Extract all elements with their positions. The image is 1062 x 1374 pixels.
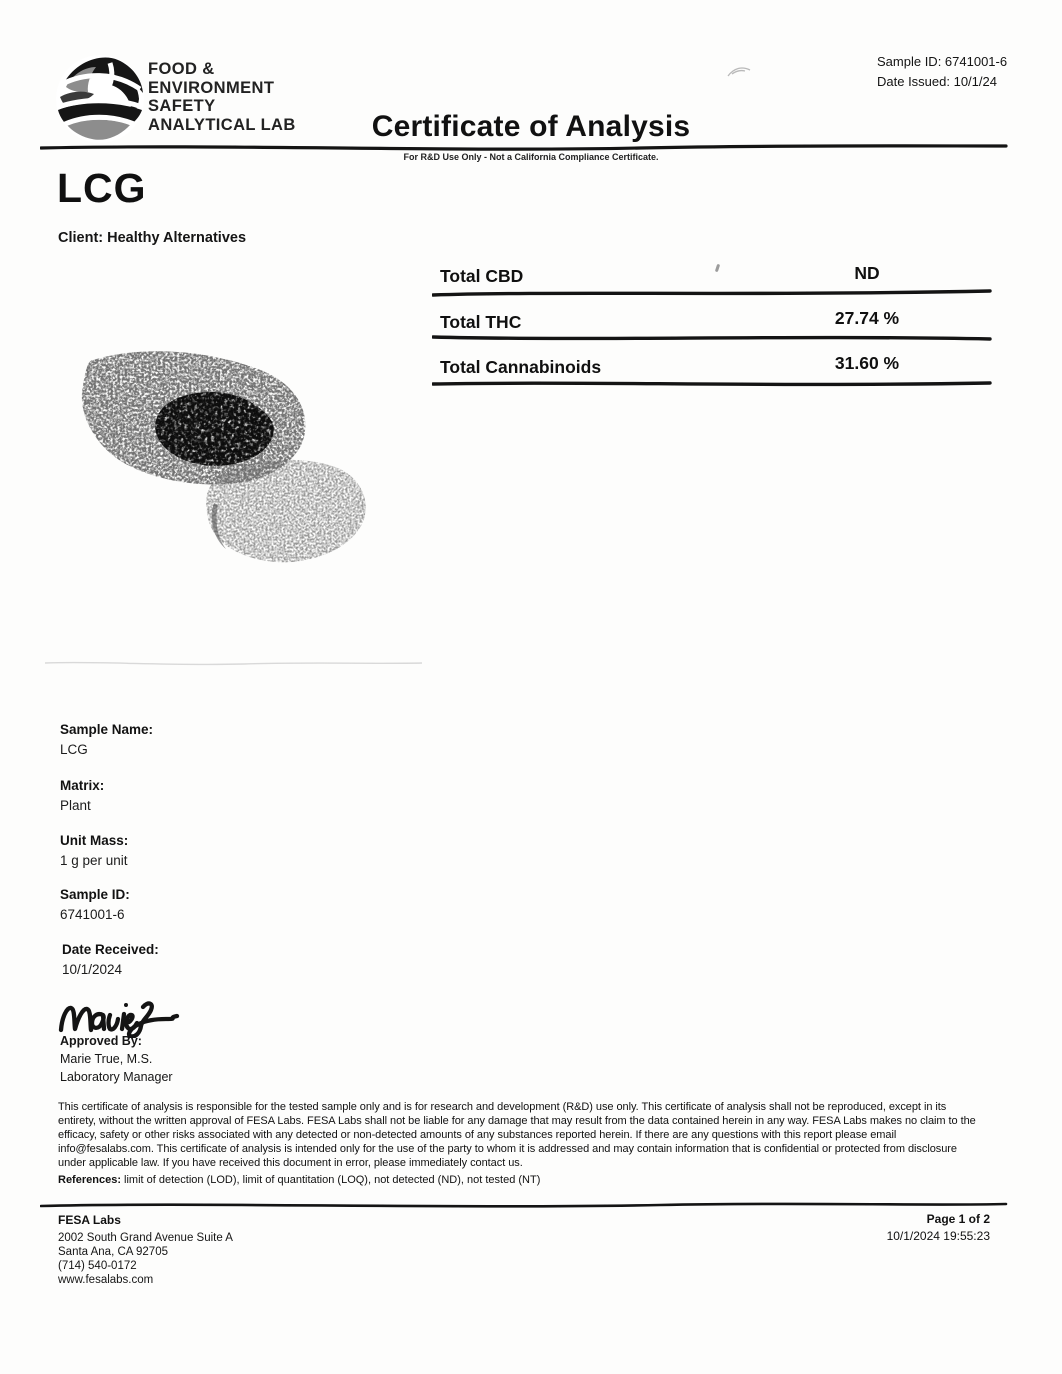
result-row-underline [432,332,992,344]
footer-timestamp: 10/1/2024 19:55:23 [886,1229,990,1243]
detail-label: Unit Mass: [60,833,129,848]
lab-wordmark-line: ENVIRONMENT [148,78,275,97]
lab-wordmark-line: FOOD & [148,60,215,78]
footer-right [790,1211,990,1245]
result-row-label: Total THC [440,312,522,332]
sample-id-header: Sample ID: 6741001-6 [877,54,1008,69]
scan-artifact [715,264,720,273]
document-title: Certificate of Analysis [371,110,691,143]
result-row-label: Total Cannabinoids [440,357,602,377]
footer-website: www.fesalabs.com [58,1274,154,1286]
signature [55,986,180,1038]
result-row-value: 31.60 % [834,353,900,373]
footer-address-line: (714) 540-0172 [58,1260,137,1272]
footer-address [58,1231,233,1287]
detail-group [60,722,153,757]
scan-crease [44,658,424,668]
detail-label: Sample ID: [60,887,130,902]
page-number: Page 1 of 2 [926,1212,990,1226]
lab-wordmark-line: SAFETY [148,97,216,116]
sample-photo [68,343,373,573]
references-text: limit of detection (LOD), limit of quantitation (LOQ), not detected (ND), not tested (NT) [120,1174,541,1186]
detail-group [60,778,104,813]
scan-artifact [726,62,752,80]
detail-value: Plant [60,798,91,813]
result-row-value: 27.74 % [834,308,900,328]
detail-group [60,887,130,922]
detail-value: LCG [60,742,88,757]
detail-value: 6741001-6 [60,907,125,922]
approved-by-label: Approved By: [60,1034,142,1048]
disclaimer-text: This certificate of analysis is responsible for the tested sample only and is for research and development (R&D) use only. This certificate of analysis shall not be reproduced, except in its entirety, without the written approval of FESA Labs. FESA Labs shall not be liable for any damage that may result from the data contained herein in any way. FESA Labs makes no claim to the efficacy, safety or other risks associated with any detected or non-detected amounts of any substances reported herein. If there are any questions with this report please email info@fesalabs.com. This certificate of analysis is intended only for the use of the party to whom it is addressed and may contain information that is confidential or protected from disclosure under applicable law. If you have received this document in error, please immediately contact us. [58,1101,976,1169]
references-label: References: [58,1174,121,1186]
approver-title: Laboratory Manager [60,1070,173,1084]
lab-wordmark-line: ANALYTICAL LAB [148,115,296,134]
document-subtitle: For R&D Use Only - Not a California Compliance Certificate. [403,152,659,162]
detail-label: Matrix: [60,778,105,793]
detail-group [62,942,159,977]
detail-value: 10/1/2024 [62,962,123,977]
date-issued-header: Date Issued: 10/1/24 [877,74,997,89]
detail-label: Date Received: [62,942,159,957]
client-line: Client: Healthy Alternatives [58,230,247,246]
result-row-label: Total CBD [440,266,524,286]
header-meta [877,52,1007,92]
references-line [58,1174,540,1186]
detail-value: 1 g per unit [60,853,128,868]
footer-address-line: 2002 South Grand Avenue Suite A [58,1232,233,1244]
detail-label: Sample Name: [60,722,154,737]
result-row-underline [432,287,992,299]
sample-name-heading: LCG [57,165,147,211]
approver-name: Marie True, M.S. [60,1052,153,1066]
result-row-value: ND [854,263,880,283]
detail-group [60,833,128,868]
footer-lab-name: FESA Labs [58,1213,121,1227]
footer-address-line: Santa Ana, CA 92705 [58,1246,168,1258]
result-row-underline [432,378,992,390]
